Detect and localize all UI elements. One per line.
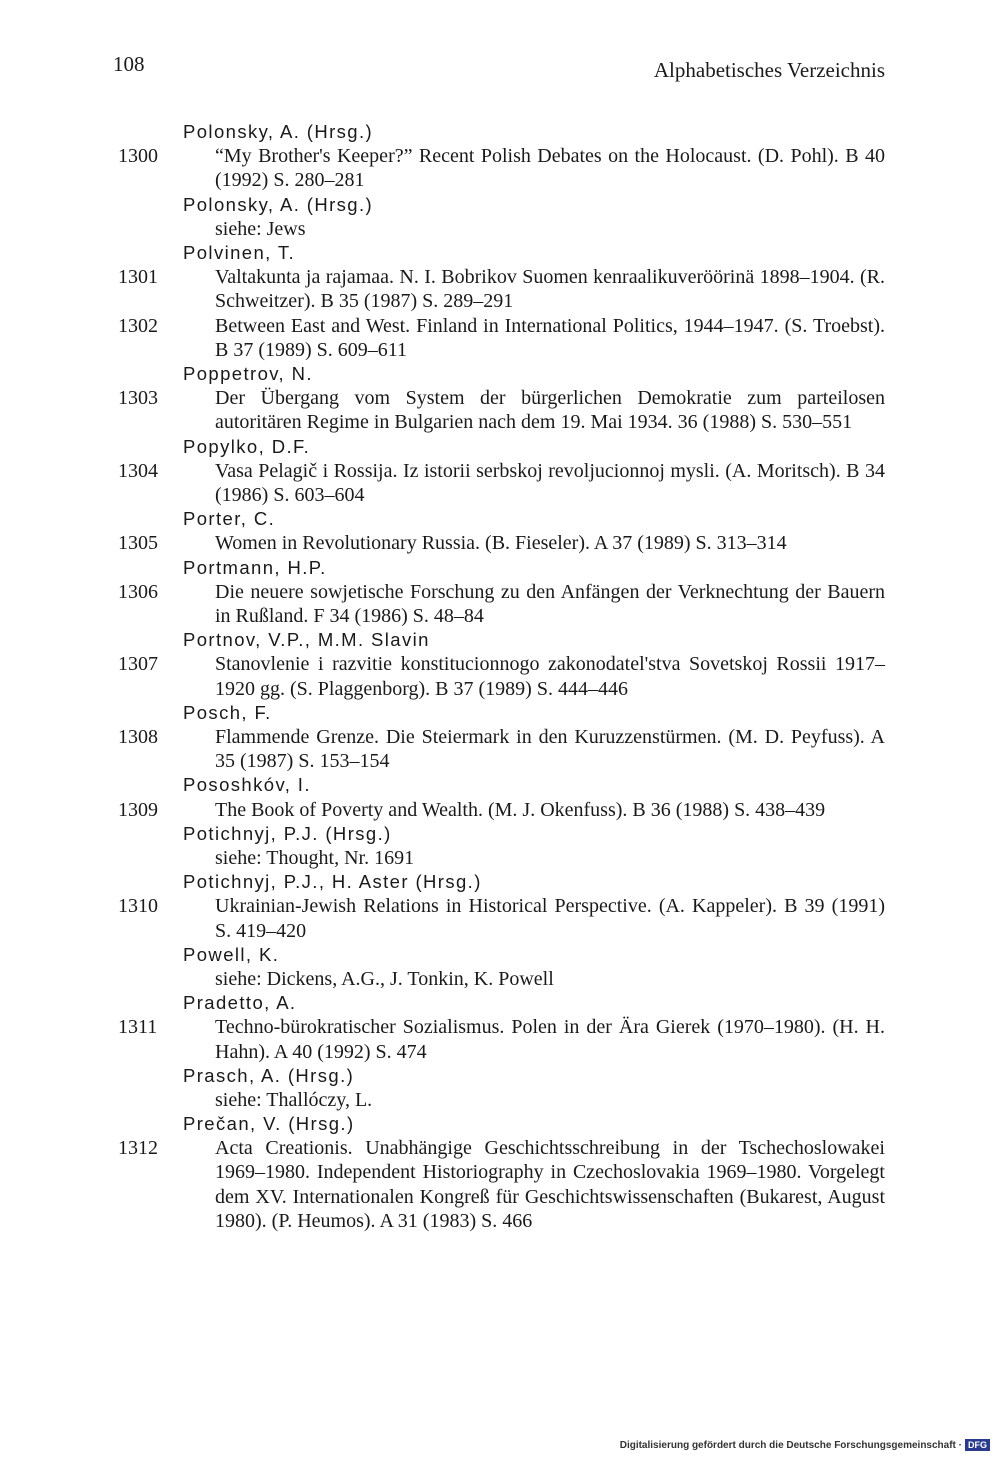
entry-number: 1308 [118,725,158,748]
index-entry [0,1136,885,1233]
index-entry [0,846,885,870]
entry-number: 1311 [118,1016,158,1039]
entry-number: 1305 [118,532,158,555]
author-heading: Poppetrov, N. [183,362,313,384]
author-heading: Popylko, D.F. [183,435,311,457]
entry-text: siehe: Dickens, A.G., J. Tonkin, K. Powell [215,967,554,990]
index-entry [0,217,885,241]
entry-text: siehe: Jews [215,217,306,240]
entry-text: Between East and West. Finland in International Politics, 1944–1947. (S. Troebst). B 37 (1989) S. 609–611 [215,314,885,361]
author-heading: Pososhkóv, I. [183,774,311,796]
author-heading: Porter, C. [183,508,276,530]
entry-text: Valtakunta ja rajamaa. N. I. Bobrikov Suomen kenraalikuveröörinä 1898–1904. (R. Schweitzer). B 35 (1987) S. 289–291 [215,266,885,313]
entry-text: Women in Revolutionary Russia. (B. Fieseler). A 37 (1989) S. 313–314 [215,532,787,555]
index-entry [0,314,885,362]
author-heading: Prasch, A. (Hrsg.) [183,1064,355,1086]
footer-credit: Digitalisierung gefördert durch die Deutsche Forschungsgemeinschaft · [619,1439,962,1451]
index-entry [0,580,885,628]
author-heading: Polonsky, A. (Hrsg.) [183,121,374,142]
entry-text: siehe: Thought, Nr. 1691 [215,846,415,869]
index-entry [0,725,885,773]
index-entry [0,1015,885,1063]
entry-text: Der Übergang vom System der bürgerlichen Demokratie zum parteilosen autoritären Regime in Bulgarien nach dem 19. Mai 1934. 36 (1988) S. 530–551 [215,387,885,434]
index-entry [0,1088,885,1112]
footer [620,1439,990,1451]
entry-number: 1301 [118,266,158,289]
entry-number: 1312 [118,1137,158,1160]
entry-number: 1302 [118,314,158,337]
author-heading: Potichnyj, P.J., H. Aster (Hrsg.) [183,871,482,893]
index-entry [0,894,885,942]
index-entry [0,144,885,192]
author-heading: Prečan, V. (Hrsg.) [183,1113,355,1135]
entry-text: siehe: Thallóczy, L. [215,1088,373,1111]
entry-text: Ukrainian-Jewish Relations in Historical Perspective. (A. Kappeler). B 39 (1991) S. 419–420 [215,895,885,942]
entry-text: The Book of Poverty and Wealth. (M. J. Okenfuss). B 36 (1988) S. 438–439 [215,798,826,821]
entry-number: 1309 [118,798,158,821]
entry-text: Die neuere sowjetische Forschung zu den Anfängen der Verknechtung der Bauern in Rußland. F 34 (1986) S. 48–84 [215,580,885,627]
running-head: Alphabetisches Verzeichnis [653,58,885,82]
entry-text: Techno-bürokratischer Sozialismus. Polen in der Ära Gierek (1970–1980). (H. H. Hahn). A 40 (1992) S. 474 [215,1016,885,1063]
entry-text: Flammende Grenze. Die Steiermark in den Kuruzzenstürmen. (M. D. Peyfuss). A 35 (1987) S. 153–154 [215,725,885,773]
author-heading: Portnov, V.P., M.M. Slavin [183,629,430,651]
entry-number: 1303 [118,387,158,410]
author-heading: Portmann, H.P. [183,556,327,578]
entry-text: Stanovlenie i razvitie konstitucionnogo zakonodatel'stva Sovetskoj Rossii 1917–1920 gg. (S. Plaggenborg). B 37 (1989) S. 444–446 [215,653,885,700]
index-entry [0,531,885,555]
entry-number: 1300 [118,145,158,168]
author-heading: Polvinen, T. [183,241,296,263]
index-entry [0,798,885,822]
author-heading: Pradetto, A. [183,992,297,1014]
entry-text: Acta Creationis. Unabhängige Geschichtsschreibung in der Tschechoslowakei 1969–1980. Independent Historiography in Czechoslovakia 1969–1980. Vorgelegt dem XV. Internationalen Kongreß für Geschichtswissenschaften (Bukarest, August 1980). (P. Heumos). A 31 (1983) S. 466 [215,1137,885,1232]
entry-number: 1306 [118,580,158,603]
index-entry [0,265,885,313]
entry-text: Vasa Pelagič i Rossija. Iz istorii serbskoj revoljucionnoj mysli. (A. Moritsch). B 34 (1986) S. 603–604 [215,459,885,506]
index-entry [0,386,885,434]
index-entry [0,652,885,700]
author-heading: Powell, K. [183,943,280,965]
index-entry [0,967,885,991]
author-heading: Posch, F. [183,701,272,723]
index-entries [0,120,1000,1233]
entry-number: 1310 [118,895,158,918]
entry-number: 1304 [118,459,158,482]
author-heading: Polonsky, A. (Hrsg.) [183,193,374,215]
entry-text: “My Brother's Keeper?” Recent Polish Debates on the Holocaust. (D. Pohl). B 40 (1992) S. 280–281 [215,145,885,192]
dfg-logo: DFG [965,1439,990,1451]
page-number: 108 [113,52,145,76]
author-heading: Potichnyj, P.J. (Hrsg.) [183,822,392,844]
entry-number: 1307 [118,653,158,676]
index-entry [0,459,885,507]
